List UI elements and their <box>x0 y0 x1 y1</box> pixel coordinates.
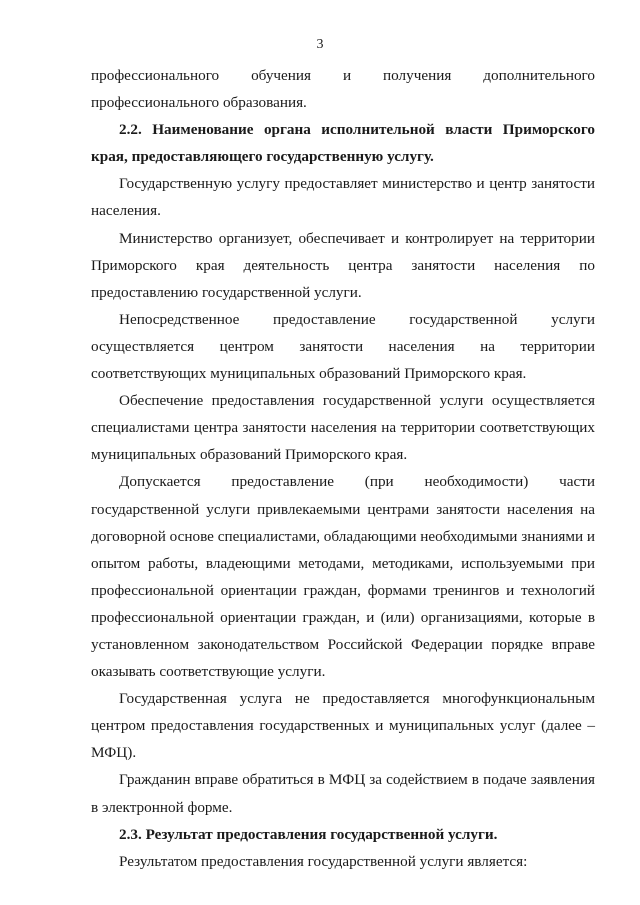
section-2-2-paragraph-7: Гражданин вправе обратиться в МФЦ за содействием в подаче заявления в электронной форме. <box>91 771 595 816</box>
section-2-2-paragraph-4: Обеспечение предоставления государственной услуги осуществляется специалистами центра занятости населения на территории соответствующих муниципальных образований Приморского края. <box>91 392 595 464</box>
section-2-3-paragraph-1: Результатом предоставления государственной услуги является: <box>119 852 528 870</box>
section-2-2-paragraph-2: Министерство организует, обеспечивает и контролирует на территории Приморского края деятельность центра занятости населения по предоставлению государственной услуги. <box>91 229 595 301</box>
section-2-2-paragraph-6: Государственная услуга не предоставляется многофункциональным центром предоставления государственных и муниципальных услуг (далее – МФЦ). <box>91 690 595 762</box>
section-2-2-paragraph-1: Государственную услугу предоставляет министерство и центр занятости населения. <box>91 175 595 220</box>
continuation-line-1: профессионального обучения и получения дополнительного <box>91 67 595 84</box>
section-2-2-paragraph-3: Непосредственное предоставление государственной услуги осуществляется центром занятости населения на территории соответствующих муниципальных образований Приморского края. <box>91 310 595 383</box>
section-2-2-heading: 2.2. Наименование органа исполнительной власти Приморского края, предоставляющего государственную услугу. <box>91 121 595 166</box>
section-2-3-heading: 2.3. Результат предоставления государственной услуги. <box>119 825 498 843</box>
page-number: 3 <box>316 37 324 52</box>
page-content <box>91 62 595 875</box>
section-2-2-paragraph-5: Допускается предоставление (при необходимости) части государственной услуги привлекаемыми центрами занятости населения на договорной основе специалистами, обладающими необходимыми знаниями и опытом работы, владеющими методами, методиками, используемыми при профессиональной ориентации граждан, формами тренингов и технологий профессиональной ориентации граждан, и (или) организациями, которые в установленном законодательством Российской Федерации порядке вправе оказывать соответствующие услуги. <box>91 473 595 681</box>
continuation-line-2: профессионального образования. <box>91 94 307 112</box>
